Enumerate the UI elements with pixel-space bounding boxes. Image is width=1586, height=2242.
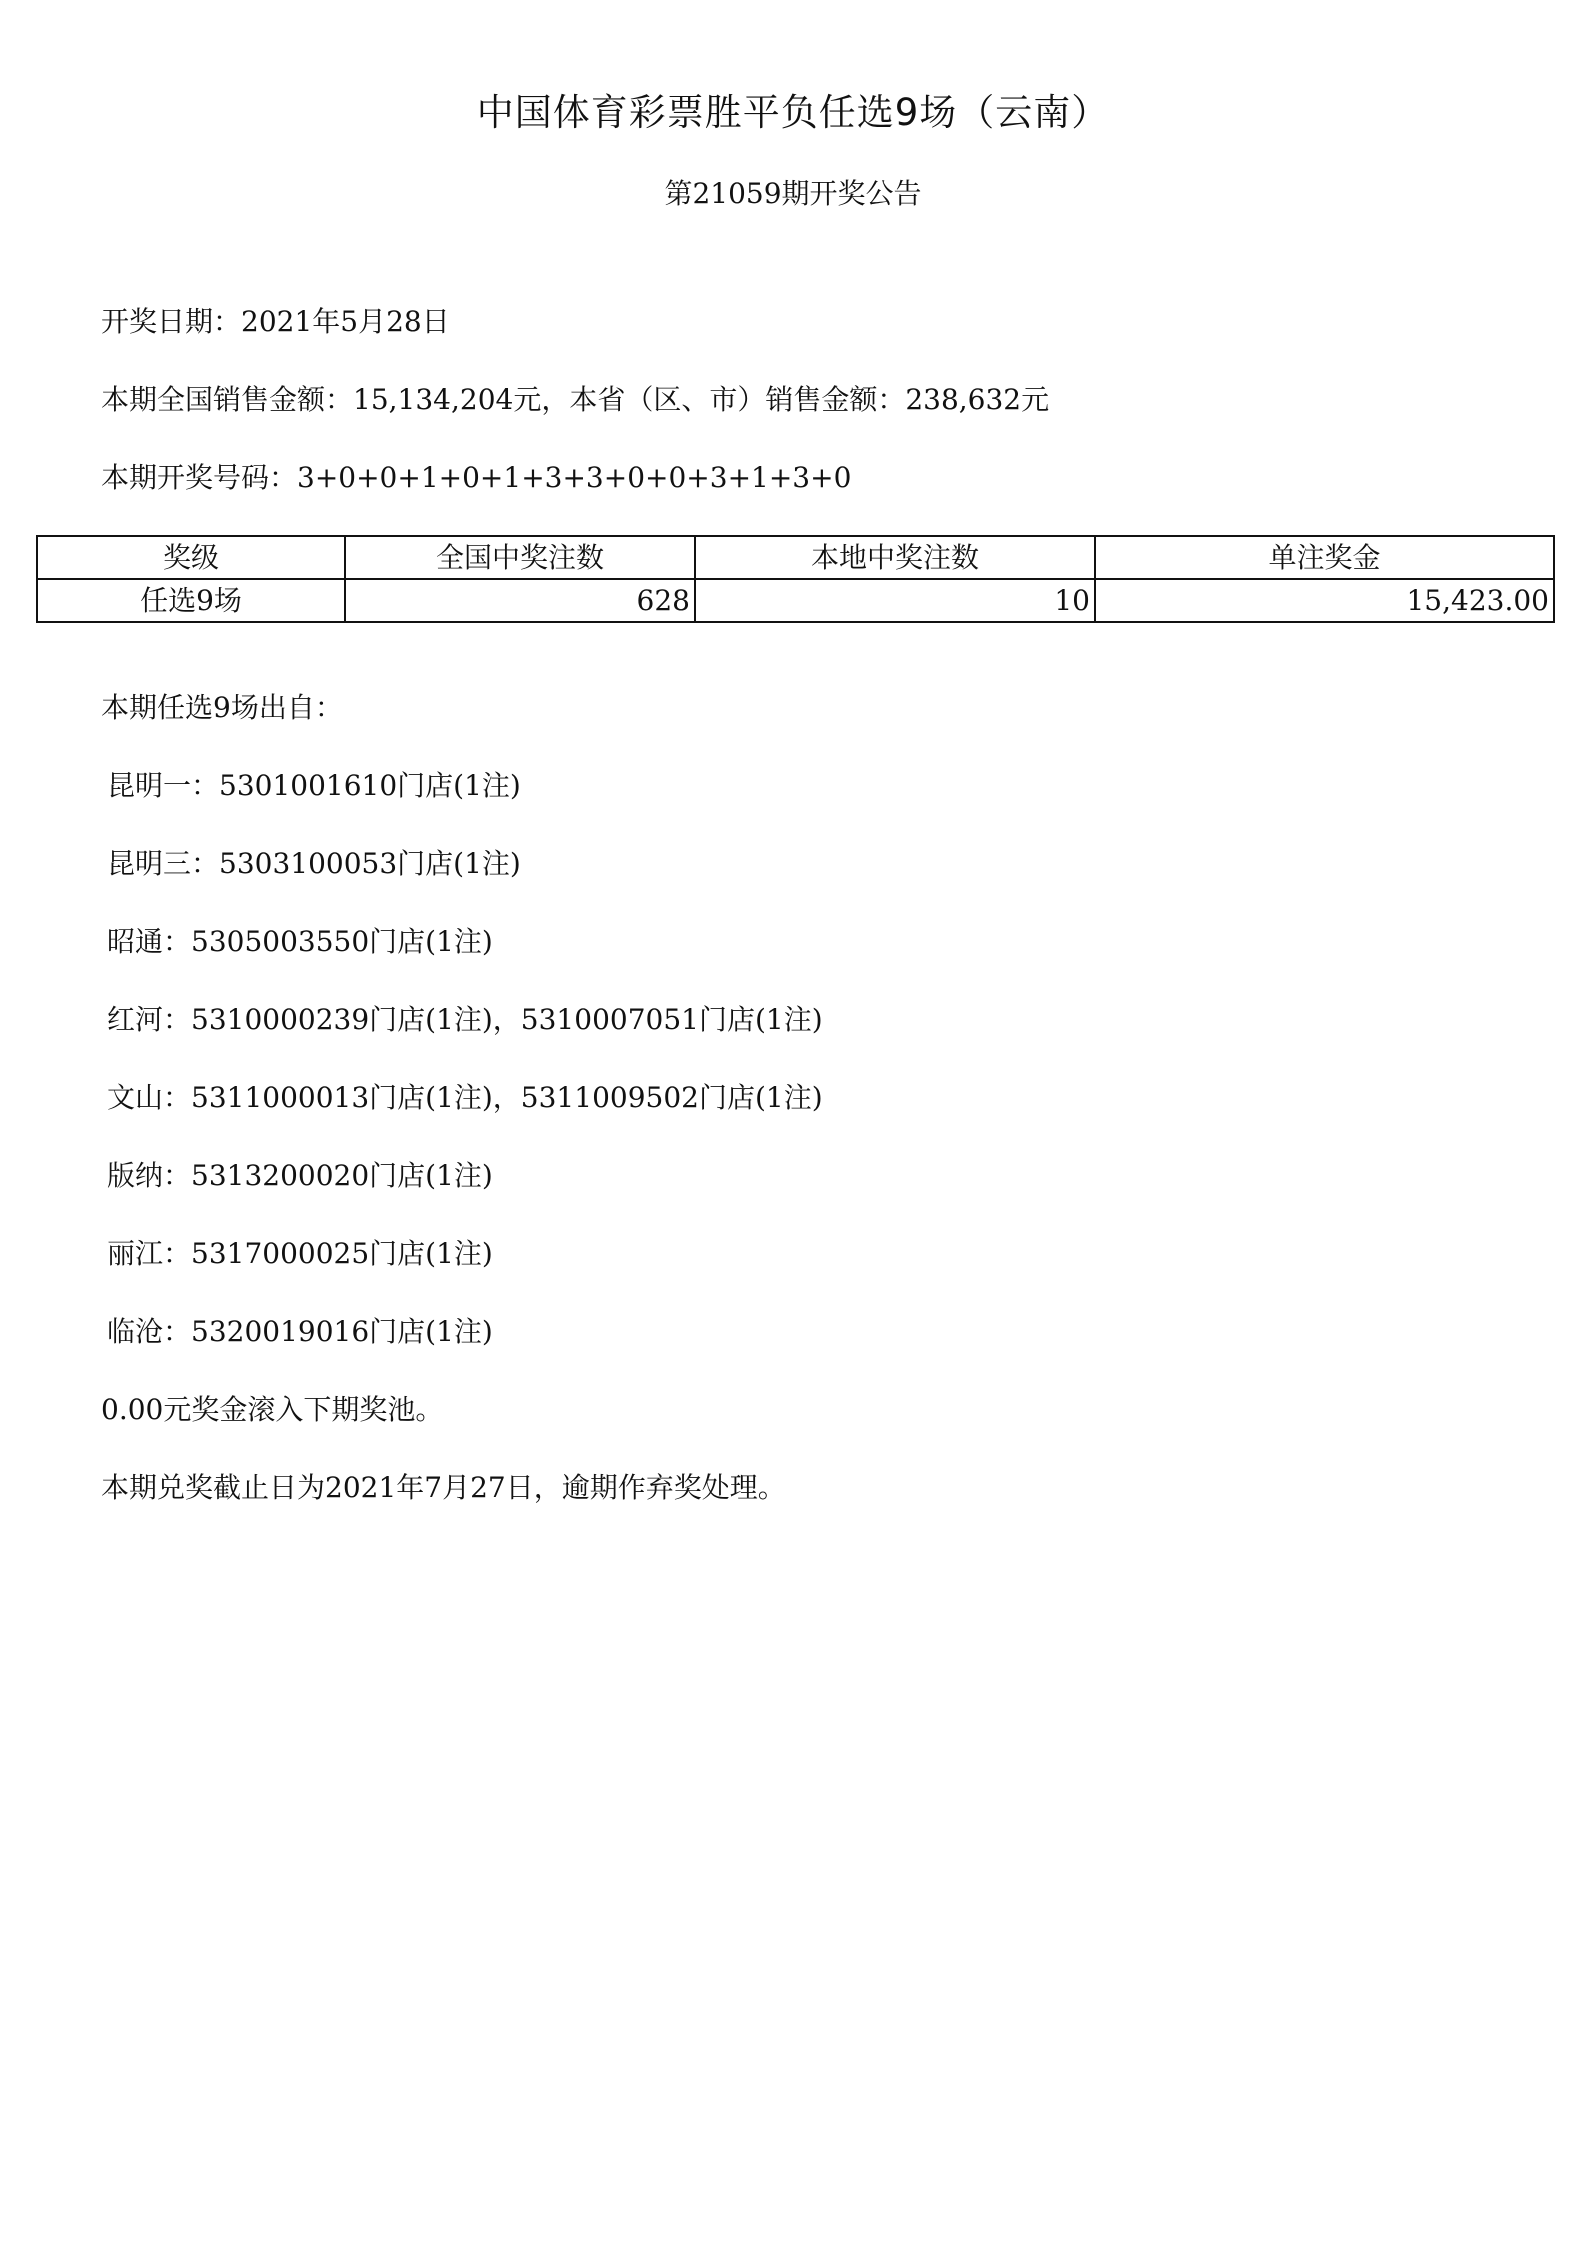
- column-header: 单注奖金: [1095, 536, 1554, 579]
- table-row: [37, 579, 1554, 622]
- table-cell: 15,423.00: [1095, 579, 1554, 622]
- winner-item: 昆明三：5303100053门店(1注): [107, 847, 521, 880]
- table-header-row: [37, 536, 1554, 579]
- column-header: 全国中奖注数: [345, 536, 695, 579]
- draw-numbers: 本期开奖号码：3+0+0+1+0+1+3+3+0+0+3+1+3+0: [101, 461, 852, 494]
- prize-table: [36, 535, 1555, 623]
- deadline-note: 本期兑奖截止日为2021年7月27日，逾期作弃奖处理。: [101, 1471, 786, 1504]
- rollover-note: 0.00元奖金滚入下期奖池。: [101, 1393, 444, 1426]
- winner-item: 丽江：5317000025门店(1注): [107, 1237, 493, 1270]
- table-cell: 628: [345, 579, 695, 622]
- sales-amount: 本期全国销售金额：15,134,204元，本省（区、市）销售金额：238,632元: [101, 383, 1050, 416]
- winner-item: 文山：5311000013门店(1注)，5311009502门店(1注): [107, 1081, 823, 1114]
- page-subtitle: 第21059期开奖公告: [664, 177, 922, 210]
- winner-item: 昆明一：5301001610门店(1注): [107, 769, 521, 802]
- column-header: 本地中奖注数: [695, 536, 1095, 579]
- winner-item: 临沧：5320019016门店(1注): [107, 1315, 493, 1348]
- winner-item: 红河：5310000239门店(1注)，5310007051门店(1注): [107, 1003, 823, 1036]
- table-cell: 任选9场: [37, 579, 345, 622]
- table-cell: 10: [695, 579, 1095, 622]
- page-title: 中国体育彩票胜平负任选9场（云南）: [476, 91, 1110, 134]
- column-header: 奖级: [37, 536, 345, 579]
- winner-item: 版纳：5313200020门店(1注): [107, 1159, 493, 1192]
- draw-date: 开奖日期：2021年5月28日: [101, 305, 450, 338]
- winners-intro: 本期任选9场出自：: [101, 691, 343, 724]
- winner-item: 昭通：5305003550门店(1注): [107, 925, 493, 958]
